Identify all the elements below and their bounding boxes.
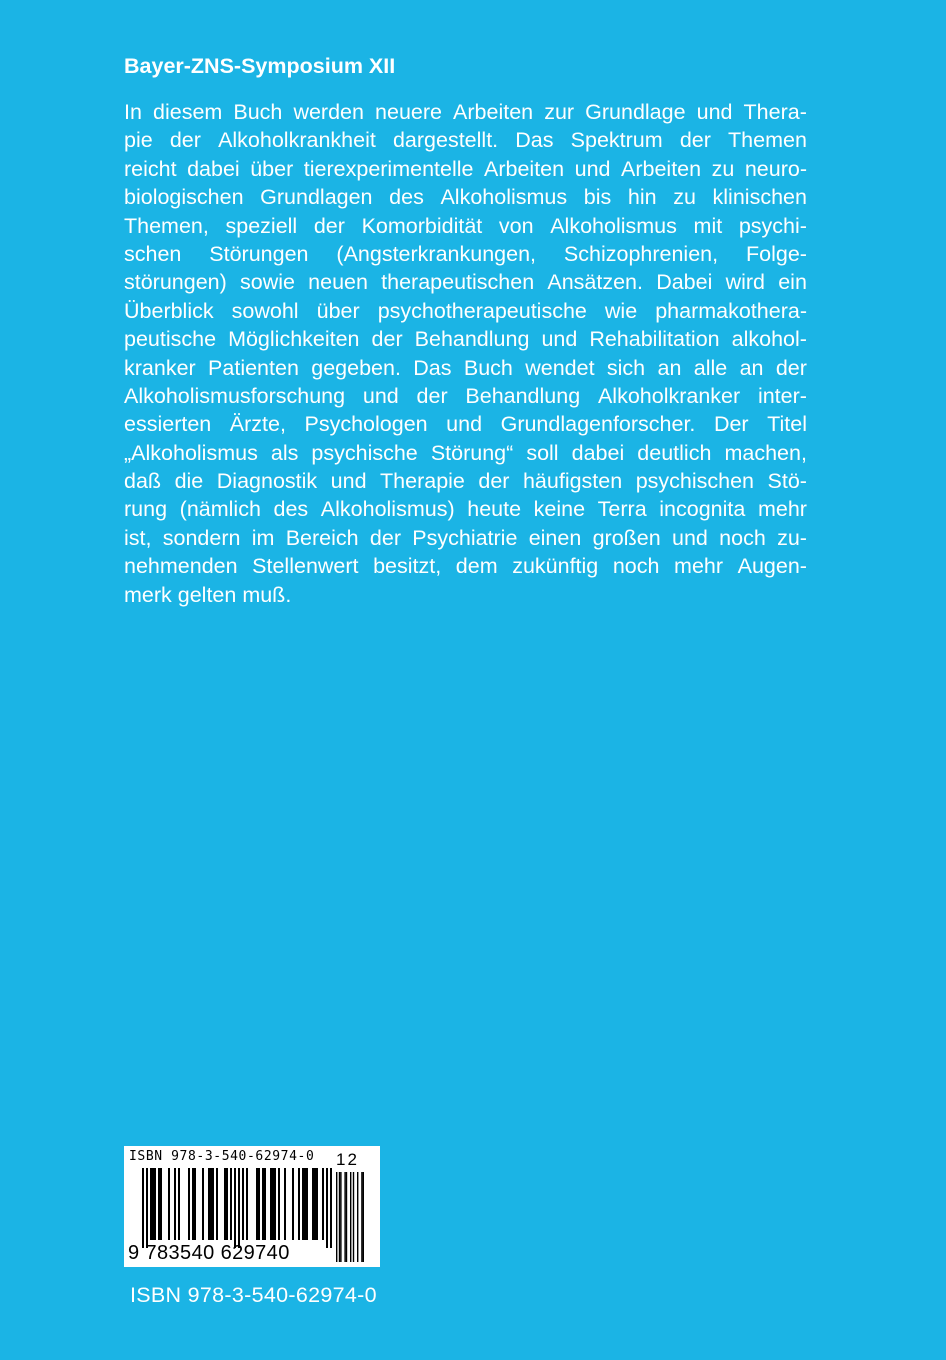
blurb-line: In diesem Buch werden neuere Arbeiten zur Grundlage und Thera- [124,100,807,124]
blurb-text [124,98,807,609]
barcode [124,1146,380,1267]
barcode-bar [312,1168,314,1240]
barcode-bar [210,1168,212,1240]
barcode-bar [174,1168,176,1240]
barcode-bar [194,1168,196,1240]
barcode-addon-bar [363,1172,364,1262]
barcode-isbn-label: ISBN 978-3-540-62974-0 [129,1149,315,1164]
barcode-bar [212,1168,214,1240]
barcode-bar [256,1168,258,1240]
series-title: Bayer-ZNS-Symposium XII [124,54,396,78]
barcode-bar [238,1168,240,1248]
barcode-bar [242,1168,244,1240]
barcode-addon-bar [336,1172,337,1262]
barcode-bar [178,1168,180,1240]
barcode-digits: 9 783540 629740 [128,1242,290,1264]
barcode-bar [322,1168,324,1240]
barcode-bar [168,1168,170,1240]
barcode-bar [298,1168,300,1240]
blurb-line: reicht dabei über tierexperimentelle Arbeiten und Arbeiten zu neuro- [124,156,807,181]
barcode-bar [152,1168,154,1240]
blurb-line: merk gelten muß. [124,582,292,607]
blurb-line: essierten Ärzte, Psychologen und Grundlagenforscher. Der Titel [124,412,807,437]
barcode-bar [304,1168,306,1240]
blurb-line: „Alkoholismus als psychische Störung“ soll dabei deutlich machen, [124,440,807,465]
barcode-bar [154,1168,156,1240]
barcode-addon-digits: 12 [336,1150,359,1169]
blurb-line: Überblick sowohl über psychotherapeutische wie pharmakothera- [124,298,807,323]
barcode-bar [146,1168,148,1248]
barcode-bar [264,1168,266,1240]
blurb-line: Themen, speziell der Komorbidität von Alkoholismus mit psychi- [124,213,807,238]
barcode-bar [160,1168,162,1240]
barcode-bar [158,1168,160,1240]
blurb-line: pie der Alkoholkrankheit dargestellt. Das Spektrum der Themen [124,128,807,153]
barcode-addon-bar [340,1172,341,1262]
blurb-line: schen Störungen (Angsterkrankungen, Schizophrenien, Folge- [124,241,807,266]
barcode-addon-bar [357,1172,358,1262]
barcode-addon-bar [346,1172,347,1262]
barcode-addon-bar [350,1172,351,1262]
barcode-bar [188,1168,190,1240]
barcode-bar [274,1168,276,1240]
barcode-addon-bar [353,1172,354,1262]
barcode-bar [262,1168,264,1240]
barcode-bar [150,1168,152,1240]
barcode-bar [272,1168,274,1240]
blurb-line: Alkoholismusforschung und der Behandlung Alkoholkranker inter- [124,383,807,408]
barcode-bar [302,1168,304,1240]
barcode-bar [258,1168,260,1240]
barcode-bar [192,1168,194,1240]
barcode-bar [314,1168,316,1240]
barcode-addon-bar [361,1172,362,1262]
barcode-bar [316,1168,318,1240]
barcode-bar [306,1168,308,1240]
barcode-bar [208,1168,210,1240]
barcode-bar [292,1168,294,1240]
blurb-line: nehmenden Stellenwert besitzt, dem zukünftig noch mehr Augen- [124,554,807,579]
barcode-bar [326,1168,328,1248]
barcode-bar [270,1168,272,1240]
isbn-text: ISBN 978-3-540-62974-0 [130,1283,377,1307]
barcode-bar [202,1168,204,1240]
blurb-line: rung (nämlich des Alkoholismus) heute keine Terra incognita mehr [124,497,807,522]
barcode-bar [230,1168,232,1240]
blurb-line: störungen) sowie neuen therapeutischen Ansätzen. Dabei wird ein [124,270,807,295]
barcode-bar [216,1168,218,1240]
barcode-bar [284,1168,286,1240]
barcode-bar [234,1168,236,1248]
barcode-bar [226,1168,228,1240]
barcode-bar [330,1168,332,1248]
blurb-line: daß die Diagnostik und Therapie der häufigsten psychischen Stö- [124,469,807,494]
barcode-bar [142,1168,144,1248]
blurb-line: kranker Patienten gegeben. Das Buch wendet sich an alle an der [124,355,807,380]
barcode-bar [278,1168,280,1240]
barcode-addon-bar [339,1172,340,1262]
barcode-bar [224,1168,226,1240]
barcode-bar [246,1168,248,1240]
blurb-line: ist, sondern im Bereich der Psychiatrie einen großen und noch zu- [124,525,807,550]
blurb-line: peutische Möglichkeiten der Behandlung und Rehabilitation alkohol- [124,327,807,352]
barcode-addon-bar [344,1172,345,1262]
blurb-line: biologischen Grundlagen des Alkoholismus bis hin zu klinischen [124,185,807,210]
